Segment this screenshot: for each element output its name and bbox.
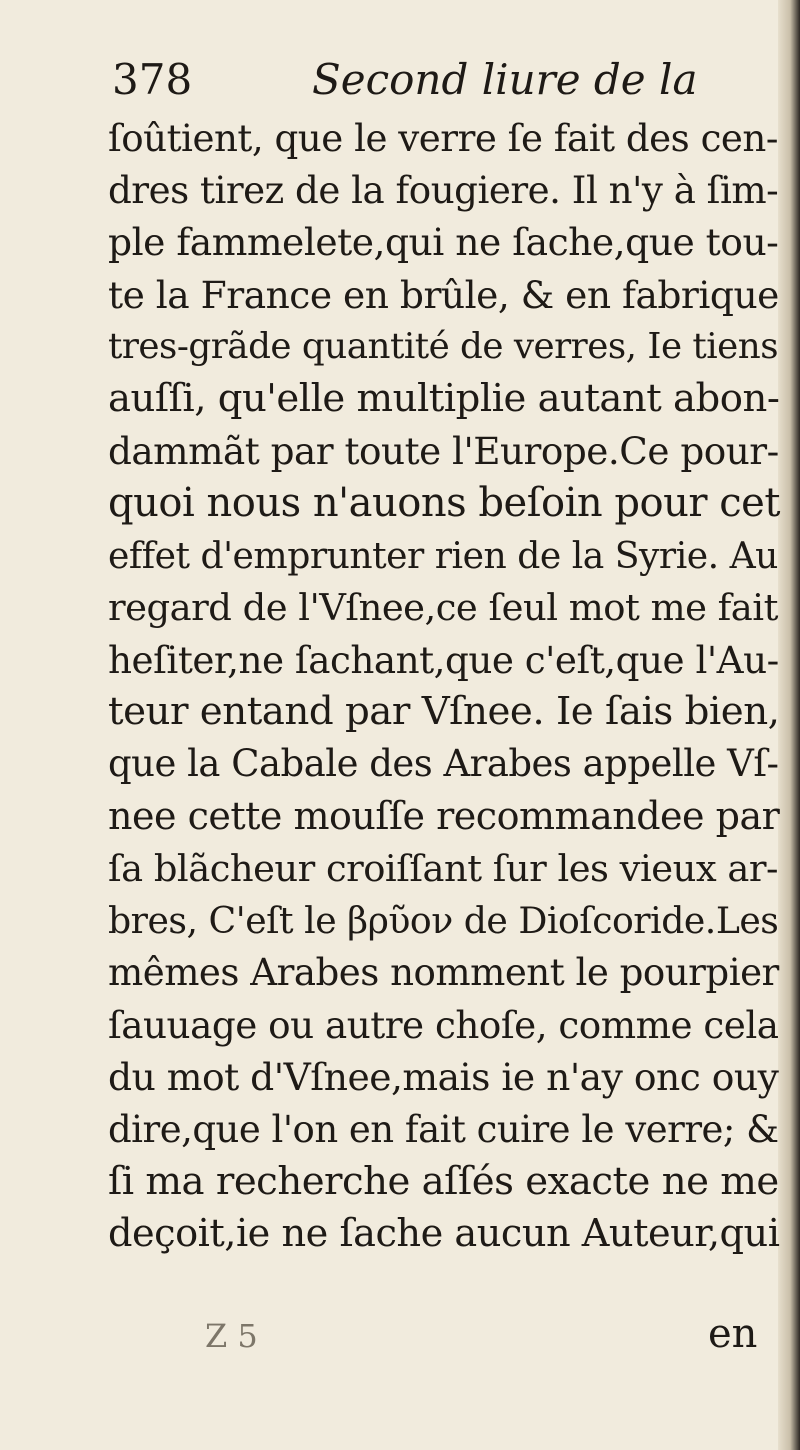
text-line: bres, C'eſt le βρῦον de Dioſcoride.Les [108, 898, 779, 942]
page-header [112, 52, 698, 108]
text-line: ſauuage ou autre choſe, comme cela [108, 1003, 779, 1048]
text-line: mêmes Arabes nomment le pourpier [108, 951, 779, 994]
text-line: ſoûtient, que le verre ſe fait des cen- [108, 116, 778, 160]
text-line: effet d'emprunter rien de la Syrie. Au [108, 533, 778, 577]
catchword: en [708, 1311, 758, 1357]
text-line: ple fammelete,qui ne ſache,que tou- [108, 220, 779, 265]
text-line: auſſi, qu'elle multiplie autant abon- [108, 375, 780, 421]
text-line: du mot d'Vſnee,mais ie n'ay onc ouy [108, 1055, 779, 1100]
text-line: teur entand par Vſnee. Ie ſais bien, [108, 689, 780, 735]
text-line: dres tirez de la fougiere. Il n'y à ſim- [108, 168, 779, 213]
running-title: Second liure de la [312, 55, 698, 104]
text-line: ſa blãcheur croiſſant ſur les vieux ar- [108, 846, 778, 890]
text-line: tres-grãde quantité de verres, Ie tiens [108, 325, 779, 367]
text-line: quoi nous n'auons beſoin pour cet [108, 480, 780, 527]
text-line: ſi ma recherche aſſés exacte ne me [108, 1158, 779, 1204]
text-line: deçoit,ie ne ſache aucun Auteur,qui [108, 1210, 780, 1256]
text-line: que la Cabale des Arabes appelle Vſ- [108, 742, 779, 786]
text-line: regard de l'Vſnee,ce ſeul mot me fait [108, 585, 778, 629]
text-line: heſiter,ne ſachant,que c'eſt,que l'Au- [108, 637, 779, 682]
body-text [108, 112, 788, 1260]
text-line: dammãt par toute l'Europe.Ce pour- [108, 429, 779, 474]
text-line: dire,que l'on en fait cuire le verre; & [108, 1107, 779, 1151]
signature-mark: Z 5 [205, 1317, 258, 1355]
text-line: nee cette mouſſe recommandee par [108, 794, 780, 839]
page-number: 378 [112, 55, 193, 104]
text-line: te la France en brûle, & en fabrique [108, 272, 779, 317]
